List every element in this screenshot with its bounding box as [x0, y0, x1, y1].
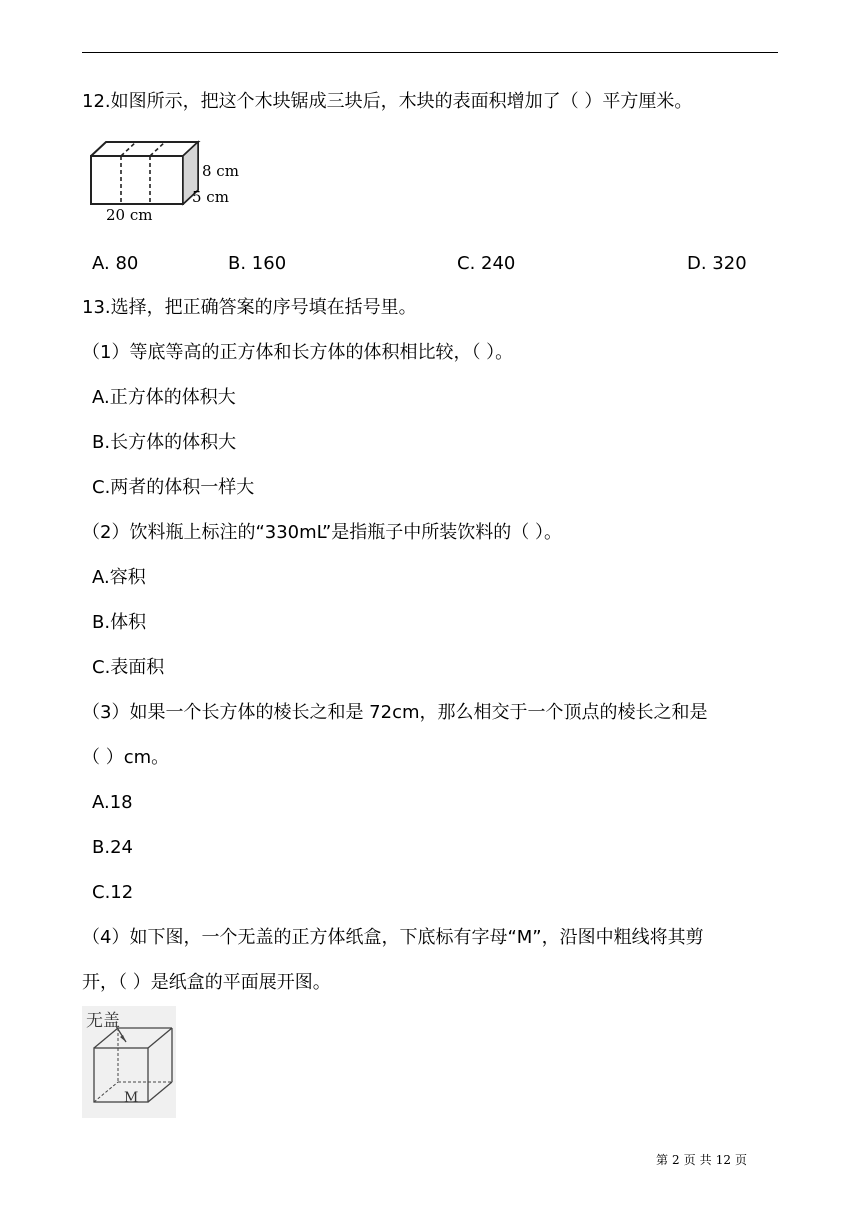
q12-cuboid-figure [84, 134, 244, 226]
footer-total-word: 页 [734, 1153, 747, 1167]
footer-total-prefix: 共 [699, 1153, 712, 1167]
q12-option-b[interactable]: B. 160 [228, 253, 287, 274]
footer-page-word: 页 [683, 1153, 696, 1167]
q13-sub1-stem: （1）等底等高的正方体和长方体的体积相比较，（ ）。 [82, 342, 514, 363]
q12-height-label: 8 cm [202, 162, 239, 180]
q12-width-label: 5 cm [192, 188, 229, 206]
q12-option-d[interactable]: D. 320 [687, 253, 747, 274]
header-rule [82, 52, 778, 53]
page-footer [656, 1152, 751, 1168]
q13-sub1-option-b[interactable]: B.长方体的体积大 [92, 432, 237, 453]
q12-option-a[interactable]: A. 80 [92, 253, 139, 274]
q13-sub1-option-c[interactable]: C.两者的体积一样大 [92, 477, 255, 498]
q13-sub4-stem-line2: 开，（ ）是纸盒的平面展开图。 [82, 972, 331, 993]
q13-sub3-option-c[interactable]: C.12 [92, 882, 134, 903]
q13-sub3-stem-line2: （ ）cm。 [82, 747, 170, 768]
footer-page-number: 2 [672, 1153, 680, 1167]
footer-prefix: 第 [656, 1153, 669, 1167]
q13-sub2-option-b[interactable]: B.体积 [92, 612, 147, 633]
q13-sub1-option-a[interactable]: A.正方体的体积大 [92, 387, 236, 408]
q13-open-cube-figure [82, 1006, 176, 1118]
q13-sub3-stem-line1: （3）如果一个长方体的棱长之和是 72cm，那么相交于一个顶点的棱长之和是 [82, 702, 708, 723]
q12-stem: 12.如图所示，把这个木块锯成三块后，木块的表面积增加了（ ）平方厘米。 [82, 91, 693, 112]
q12-length-label: 20 cm [106, 206, 153, 224]
q13-sub2-option-a[interactable]: A.容积 [92, 567, 146, 588]
q13-sub3-option-a[interactable]: A.18 [92, 792, 133, 813]
q12-option-c[interactable]: C. 240 [457, 253, 516, 274]
q13-bottom-label: M [124, 1090, 139, 1106]
q13-sub2-stem: （2）饮料瓶上标注的“330mL”是指瓶子中所装饮料的（ ）。 [82, 522, 563, 543]
q13-sub2-option-c[interactable]: C.表面积 [92, 657, 165, 678]
q13-stem: 13.选择，把正确答案的序号填在括号里。 [82, 297, 417, 318]
footer-total-pages: 12 [715, 1153, 731, 1167]
q13-sub4-stem-line1: （4）如下图，一个无盖的正方体纸盒，下底标有字母“M”，沿图中粗线将其剪 [82, 927, 704, 948]
q13-sub3-option-b[interactable]: B.24 [92, 837, 133, 858]
q13-lid-label: 无盖 [86, 1011, 120, 1031]
